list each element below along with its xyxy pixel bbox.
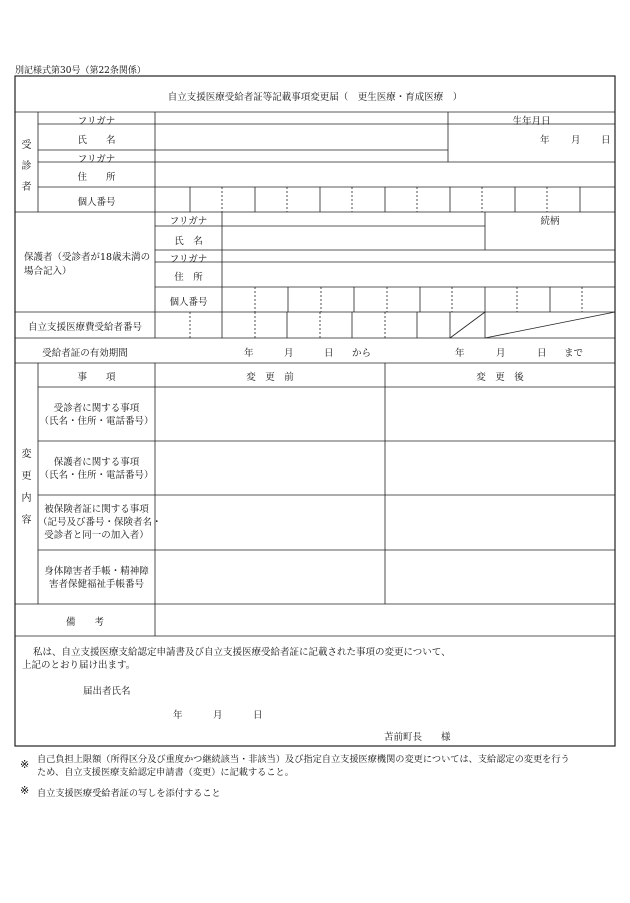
guardian-my-number-label: 個人番号 (169, 297, 208, 308)
validity-day-to: 日 (537, 348, 547, 359)
validity-until-text: まで (564, 348, 584, 359)
change-handbook-before-input[interactable] (156, 551, 384, 603)
change-handbook-after-input[interactable] (386, 551, 614, 603)
validity-month-to: 月 (496, 348, 506, 359)
patient-furigana-label: フリガナ (77, 116, 116, 127)
note-mark-2: ※ (20, 784, 30, 797)
change-item-handbook: 身体障害者手帳・精神障 害者保健福祉手帳番号 (44, 566, 149, 590)
form-number: 別記様式第30号（第22条関係） (15, 66, 146, 76)
changes-item-header: 事 項 (77, 372, 116, 383)
change-insurance-before-input[interactable] (156, 496, 384, 549)
remarks-input[interactable] (156, 605, 614, 635)
declaration-month: 月 (213, 710, 223, 721)
validity-year-from: 年 (244, 348, 254, 359)
change-item-insurance: 被保険者証に関する事項 （記号及び番号・保険者名・ 受診者と同一の加入者） (38, 504, 162, 541)
change-patient-before-input[interactable] (156, 388, 384, 440)
patient-address-label: 住 所 (77, 172, 116, 183)
remarks-label: 備 考 (65, 617, 104, 628)
patient-group-label: 受 診 者 (21, 140, 32, 193)
guardian-name-label: 氏 名 (174, 236, 203, 247)
guardian-furigana2-label: フリガナ (169, 254, 208, 265)
declaration-day: 日 (253, 710, 263, 721)
validity-day-from: 日 (324, 348, 334, 359)
guardian-furigana-label: フリガナ (169, 216, 208, 227)
change-item-guardian: 保護者に関する事項 （氏名・住所・電話番号） (39, 457, 154, 481)
submitter-label: 届出者氏名 (83, 686, 131, 697)
patient-furigana2-label: フリガナ (77, 154, 116, 165)
declaration-line1: 私は、自立支援医療支給認定申請書及び自立支援医療受給者証に記載された事項の変更について、 (33, 647, 451, 658)
birthdate-day: 日 (601, 135, 611, 146)
recipient-number-label: 自立支援医療費受給者番号 (27, 322, 142, 333)
patient-name-input[interactable] (156, 125, 447, 149)
patient-name-label: 氏 名 (77, 135, 116, 146)
recipient-number-input[interactable] (156, 313, 449, 337)
changes-after-header: 変 更 後 (476, 372, 524, 383)
validity-year-to: 年 (455, 348, 465, 359)
declaration-line2: 上記のとおり届け出ます。 (22, 660, 136, 671)
declaration-year: 年 (173, 710, 183, 721)
change-guardian-after-input[interactable] (386, 442, 614, 494)
change-patient-after-input[interactable] (386, 388, 614, 440)
guardian-address-label: 住 所 (174, 272, 203, 283)
patient-my-number-label: 個人番号 (77, 197, 116, 208)
change-insurance-after-input[interactable] (386, 496, 614, 549)
changes-before-header: 変 更 前 (246, 372, 294, 383)
change-item-patient: 受診者に関する事項 （氏名・住所・電話番号） (39, 403, 154, 427)
note-2: 自立支援医療受給者証の写しを添付すること (37, 788, 221, 799)
patient-address-input[interactable] (156, 163, 614, 186)
validity-label: 受給者証の有効期間 (42, 348, 128, 359)
guardian-address-input[interactable] (223, 263, 614, 286)
guardian-relationship-label: 続柄 (540, 216, 560, 227)
birthdate-year: 年 (540, 135, 550, 146)
submitter-input[interactable] (150, 680, 400, 694)
validity-month-from: 月 (284, 348, 294, 359)
birthdate-label: 生年月日 (512, 116, 551, 127)
changes-group-label: 変 更 内 容 (21, 449, 32, 526)
guardian-name-input[interactable] (223, 227, 484, 249)
birthdate-month: 月 (571, 135, 581, 146)
validity-from-text: から (352, 348, 372, 359)
patient-my-number-input[interactable] (156, 188, 614, 211)
change-guardian-before-input[interactable] (156, 442, 384, 494)
patient-furigana-input[interactable] (156, 113, 447, 123)
note-mark-1: ※ (20, 758, 30, 771)
note-1: 自己負担上限額（所得区分及び重度かつ継続該当・非該当）及び指定自立支援医療機関の変更については、支給認定の変更を行う ため、自立支援医療支給認定申請書（変更）に記載すること。 (37, 754, 570, 778)
form-title: 自立支援医療受給者証等記載事項変更届（ 更生医療・育成医療 ） (167, 92, 463, 103)
guardian-label: 保護者（受診者が18歳未満の 場合記入） (24, 252, 151, 277)
addressee: 苫前町長 様 (384, 732, 451, 743)
